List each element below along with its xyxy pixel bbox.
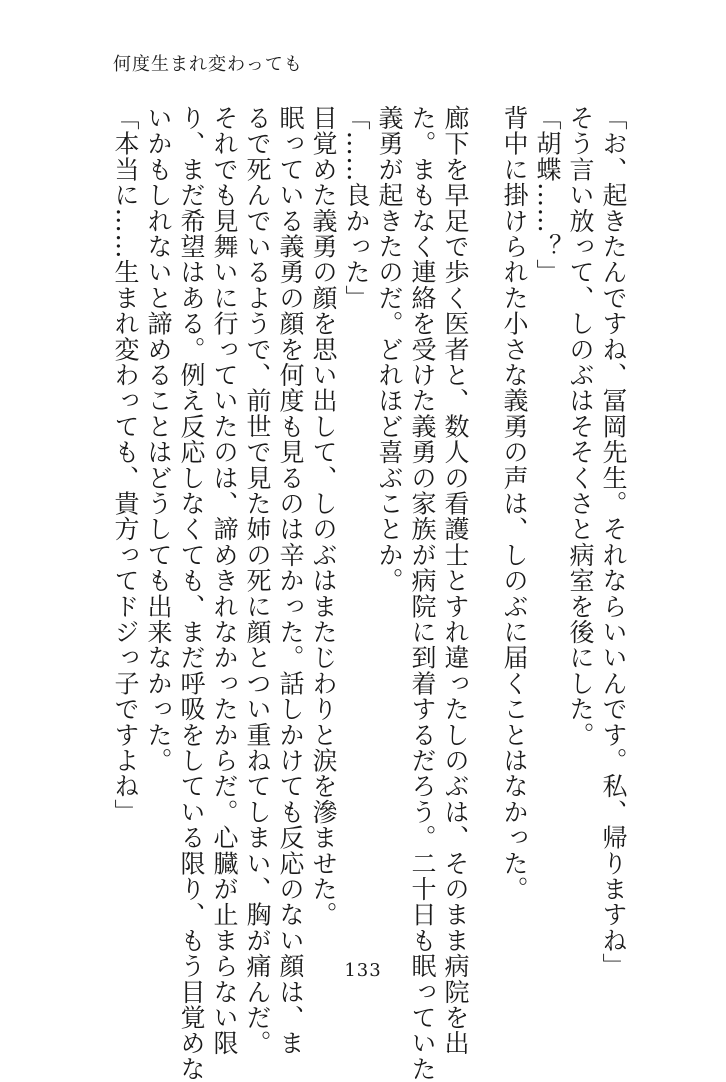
text-line: 眠っている義勇の顔を何度も見るのは辛かった。話しかけても反応のない顔は、ま — [276, 105, 305, 1056]
text-line: 廊下を早足で歩く医者と、数人の看護士とすれ違ったしのぶは、そのまま病院を出 — [441, 105, 470, 1056]
text-line: それでも見舞いに行っていたのは、諦めきれなかったからだ。心臓が止まらない限 — [210, 105, 239, 1056]
text-line: 「……良かった」 — [342, 105, 371, 311]
text-line: 目覚めた義勇の顔を思い出して、しのぶはまたじわりと涙を滲ませた。 — [309, 105, 338, 928]
page-number: 133 — [344, 960, 382, 981]
text-line: 「胡蝶……？」 — [533, 105, 562, 285]
text-line: いかもしれないと諦めることはどうしても出来なかった。 — [144, 105, 173, 774]
text-line: 「お、起きたんですね、冨岡先生。それならいいんです。私、帰りますね」 — [599, 105, 628, 979]
text-line: 「本当に……生まれ変わっても、貴方ってドジっ子ですよね」 — [111, 105, 140, 825]
running-header: 何度生まれ変わっても — [113, 54, 303, 75]
text-line: るで死んでいるようで、前世で見た姉の死に顔とつい重ねてしまい、胸が痛んだ。 — [243, 105, 272, 1056]
text-line: そう言い放って、しのぶはそそくさと病室を後にした。 — [566, 105, 595, 748]
text-line: 義勇が起きたのだ。どれほど喜ぶことか。 — [375, 105, 404, 594]
text-line: た。まもなく連絡を受けた義勇の家族が病院に到着するだろう。二十日も眠っていた — [408, 105, 437, 1082]
text-line: り、まだ希望はある。例え反応しなくても、まだ呼吸をしている限り、もう目覚めな — [177, 105, 206, 1082]
text-line: 背中に掛けられた小さな義勇の声は、しのぶに届くことはなかった。 — [500, 105, 529, 902]
